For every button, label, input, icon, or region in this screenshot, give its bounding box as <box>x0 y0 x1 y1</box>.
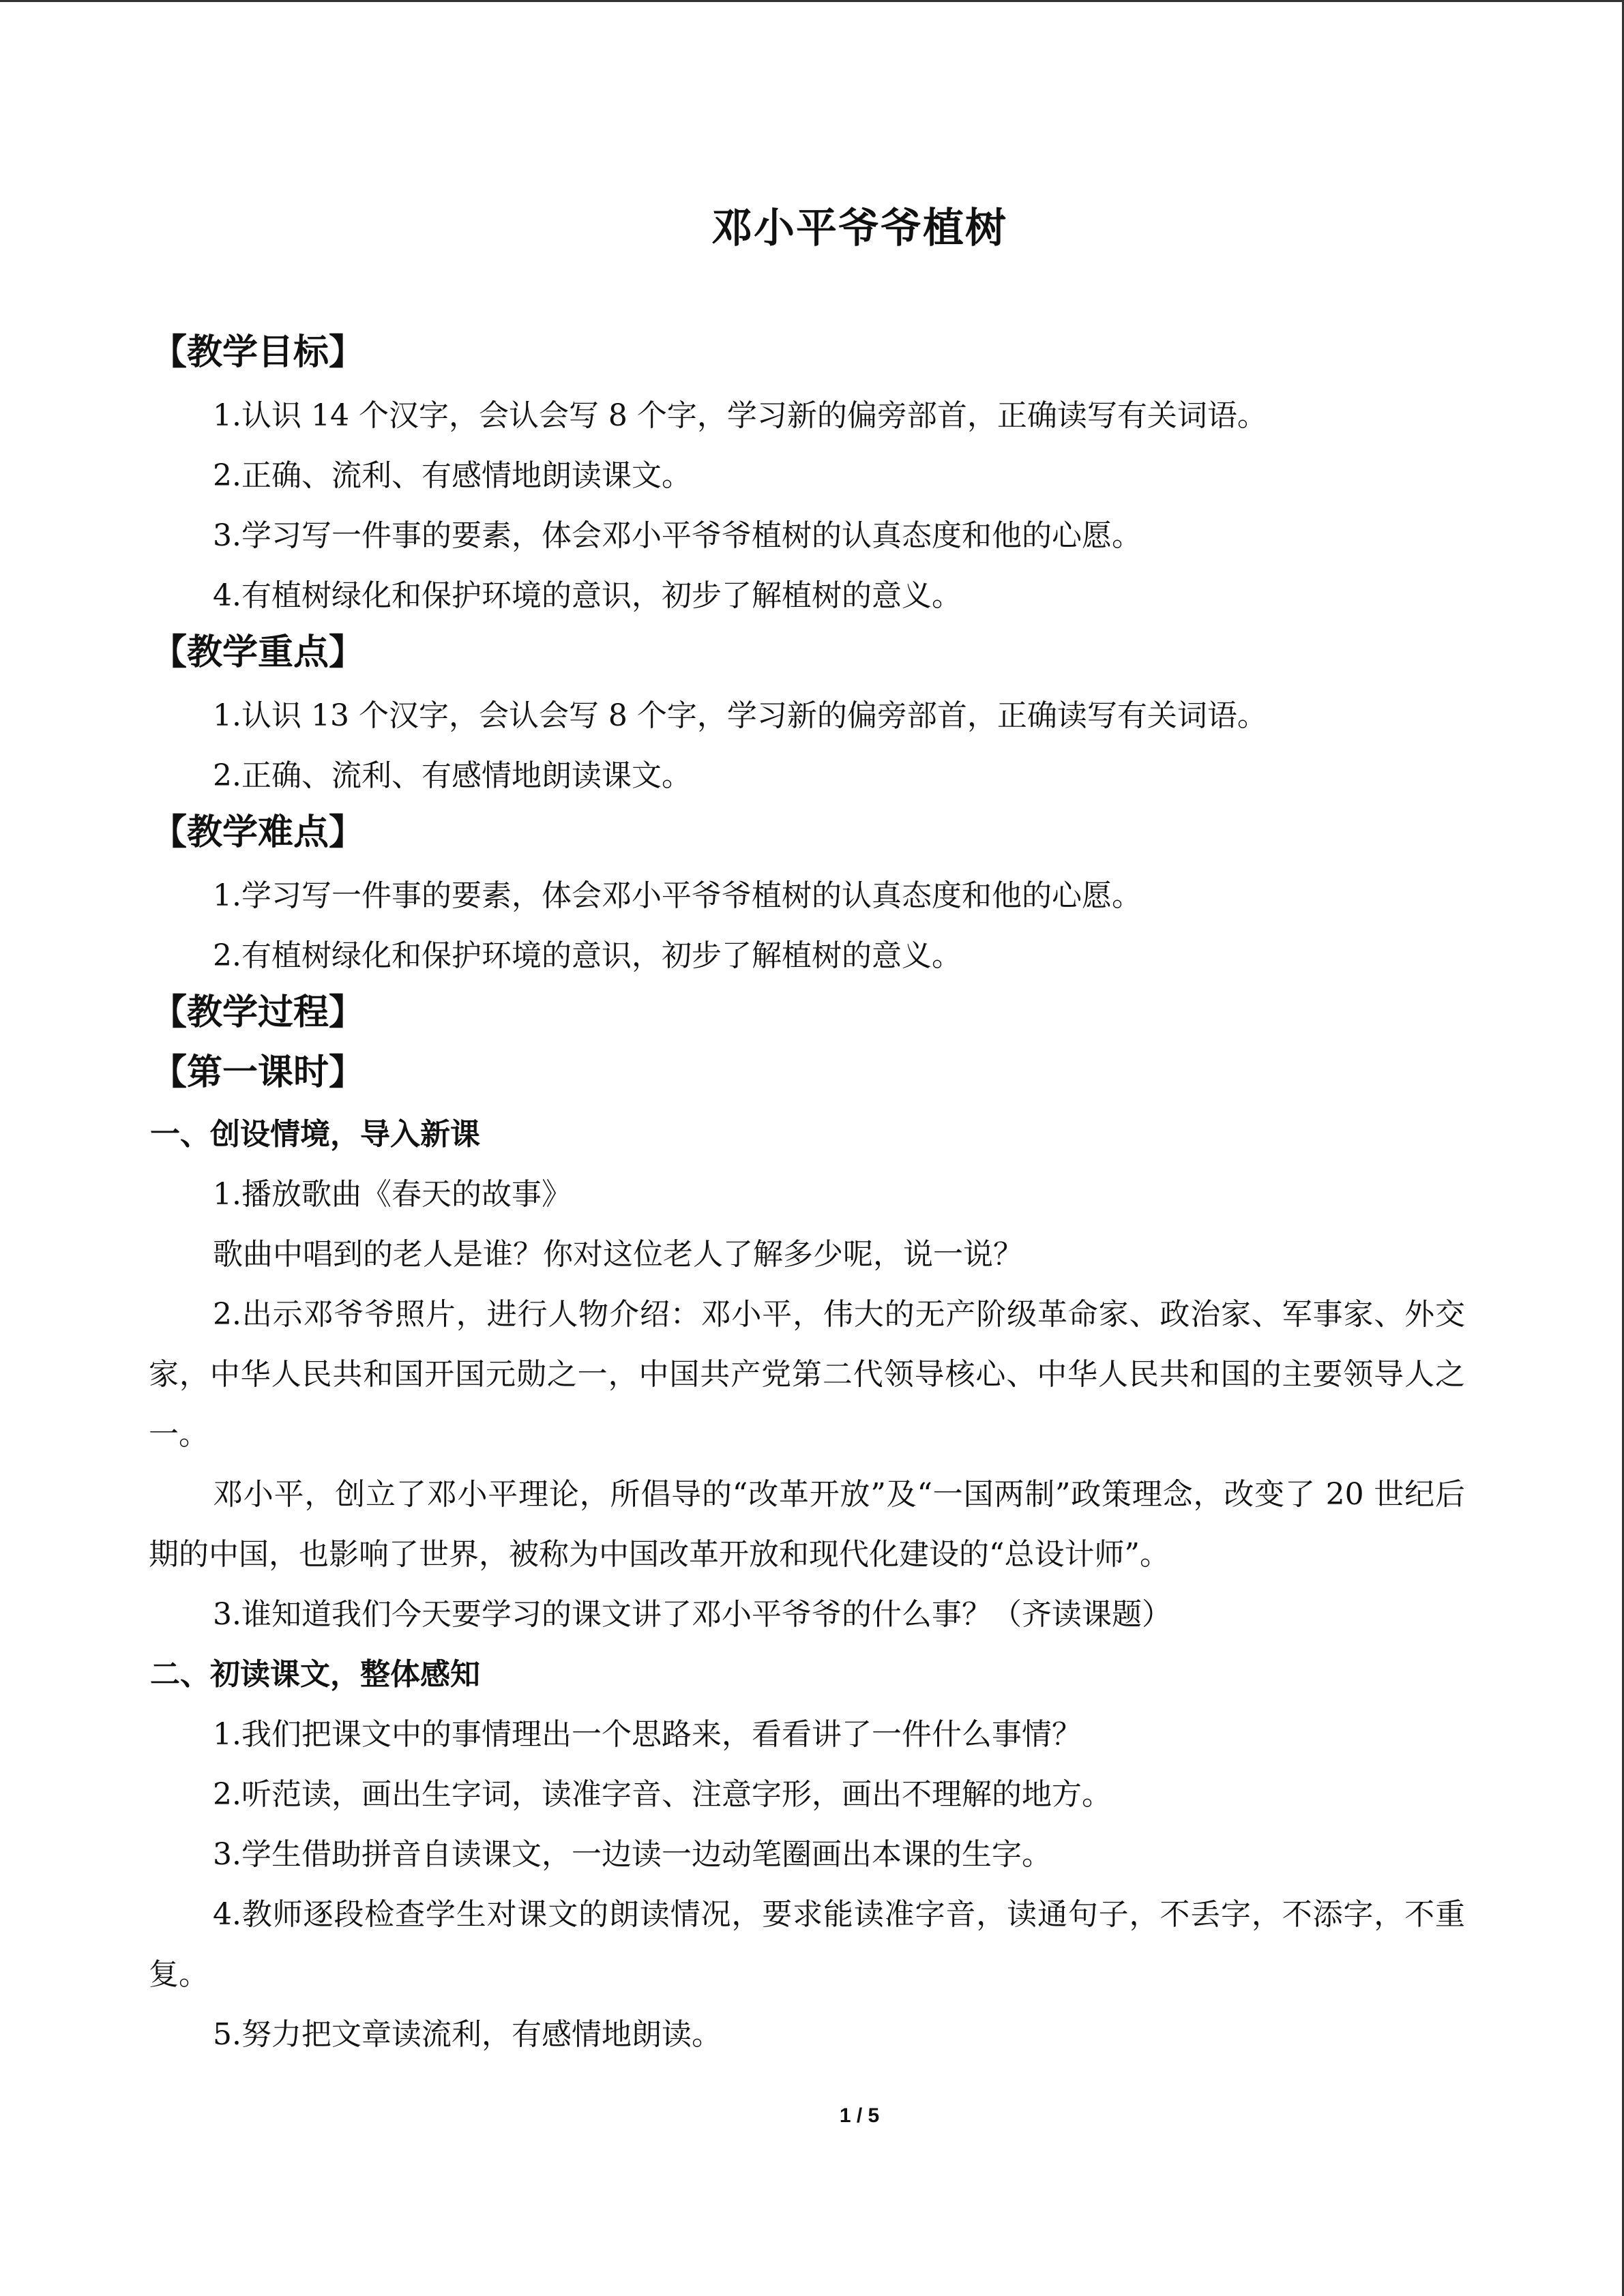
heading-difficulties: 【教学难点】 <box>151 811 365 853</box>
heading-process: 【教学过程】 <box>151 992 365 1033</box>
objective-item-3: 3.学习写一件事的要素，体会邓小平爷爷植树的认真态度和他的心愿。 <box>213 518 1142 553</box>
difficulty-item-2: 2.有植树绿化和保护环境的意识，初步了解植树的意义。 <box>213 938 962 973</box>
objective-item-1: 1.认识 14 个汉字，会认会写 8 个字，学习新的偏旁部首，正确读写有关词语。 <box>213 398 1267 433</box>
lesson1-part2-item-1: 1.我们把课文中的事情理出一个思路来，看看讲了一件什么事情？ <box>213 1717 1082 1752</box>
lesson1-part2-item-3: 3.学生借助拼音自读课文，一边读一边动笔圈画出本课的生字。 <box>213 1837 1052 1872</box>
key-point-item-1: 1.认识 13 个汉字，会认会写 8 个字，学习新的偏旁部首，正确读写有关词语。 <box>213 698 1267 733</box>
difficulty-item-1: 1.学习写一件事的要素，体会邓小平爷爷植树的认真态度和他的心愿。 <box>213 878 1142 913</box>
heading-objectives: 【教学目标】 <box>151 331 365 373</box>
lesson1-part1-item-2-more: 邓小平，创立了邓小平理论，所倡导的“改革开放”及“一国两制”政策理念，改变了 20 世纪后期的中国，也影响了世界，被称为中国改革开放和现代化建设的“总设计师”。 <box>149 1477 1465 1572</box>
objective-item-4: 4.有植树绿化和保护环境的意识，初步了解植树的意义。 <box>213 578 962 613</box>
lesson1-part1-item-2: 2.出示邓爷爷照片，进行人物介绍：邓小平，伟大的无产阶级革命家、政治家、军事家、外交家，中华人民共和国开国元勋之一，中国共产党第二代领导核心、中华人民共和国的主要领导人之一。 <box>149 1297 1465 1452</box>
lesson1-part1-item-1-text: 歌曲中唱到的老人是谁？你对这位老人了解多少呢，说一说？ <box>213 1237 1023 1272</box>
lesson1-part1-item-1: 1.播放歌曲《春天的故事》 <box>213 1177 572 1212</box>
lesson1-part2-item-2: 2.听范读，画出生字词，读准字音、注意字形，画出不理解的地方。 <box>213 1777 1112 1812</box>
heading-lesson-1: 【第一课时】 <box>151 1052 365 1093</box>
objective-item-2: 2.正确、流利、有感情地朗读课文。 <box>213 458 692 493</box>
lesson1-part1-heading: 一、创设情境，导入新课 <box>150 1117 480 1152</box>
page-border-top <box>0 0 1624 2</box>
page-number: 1 / 5 <box>839 2104 880 2127</box>
document-title: 邓小平爷爷植树 <box>711 205 1007 252</box>
lesson1-part2-heading: 二、初读课文，整体感知 <box>150 1657 480 1692</box>
heading-key-points: 【教学重点】 <box>151 631 365 673</box>
lesson1-part1-item-3: 3.谁知道我们今天要学习的课文讲了邓小平爷爷的什么事？（齐读课题） <box>213 1597 1172 1632</box>
key-point-item-2: 2.正确、流利、有感情地朗读课文。 <box>213 758 692 793</box>
lesson1-part2-item-5: 5.努力把文章读流利，有感情地朗读。 <box>213 2017 722 2052</box>
lesson1-part2-item-4: 4.教师逐段检查学生对课文的朗读情况，要求能读准字音，读通句子，不丢字，不添字，不重复。 <box>149 1897 1465 1992</box>
